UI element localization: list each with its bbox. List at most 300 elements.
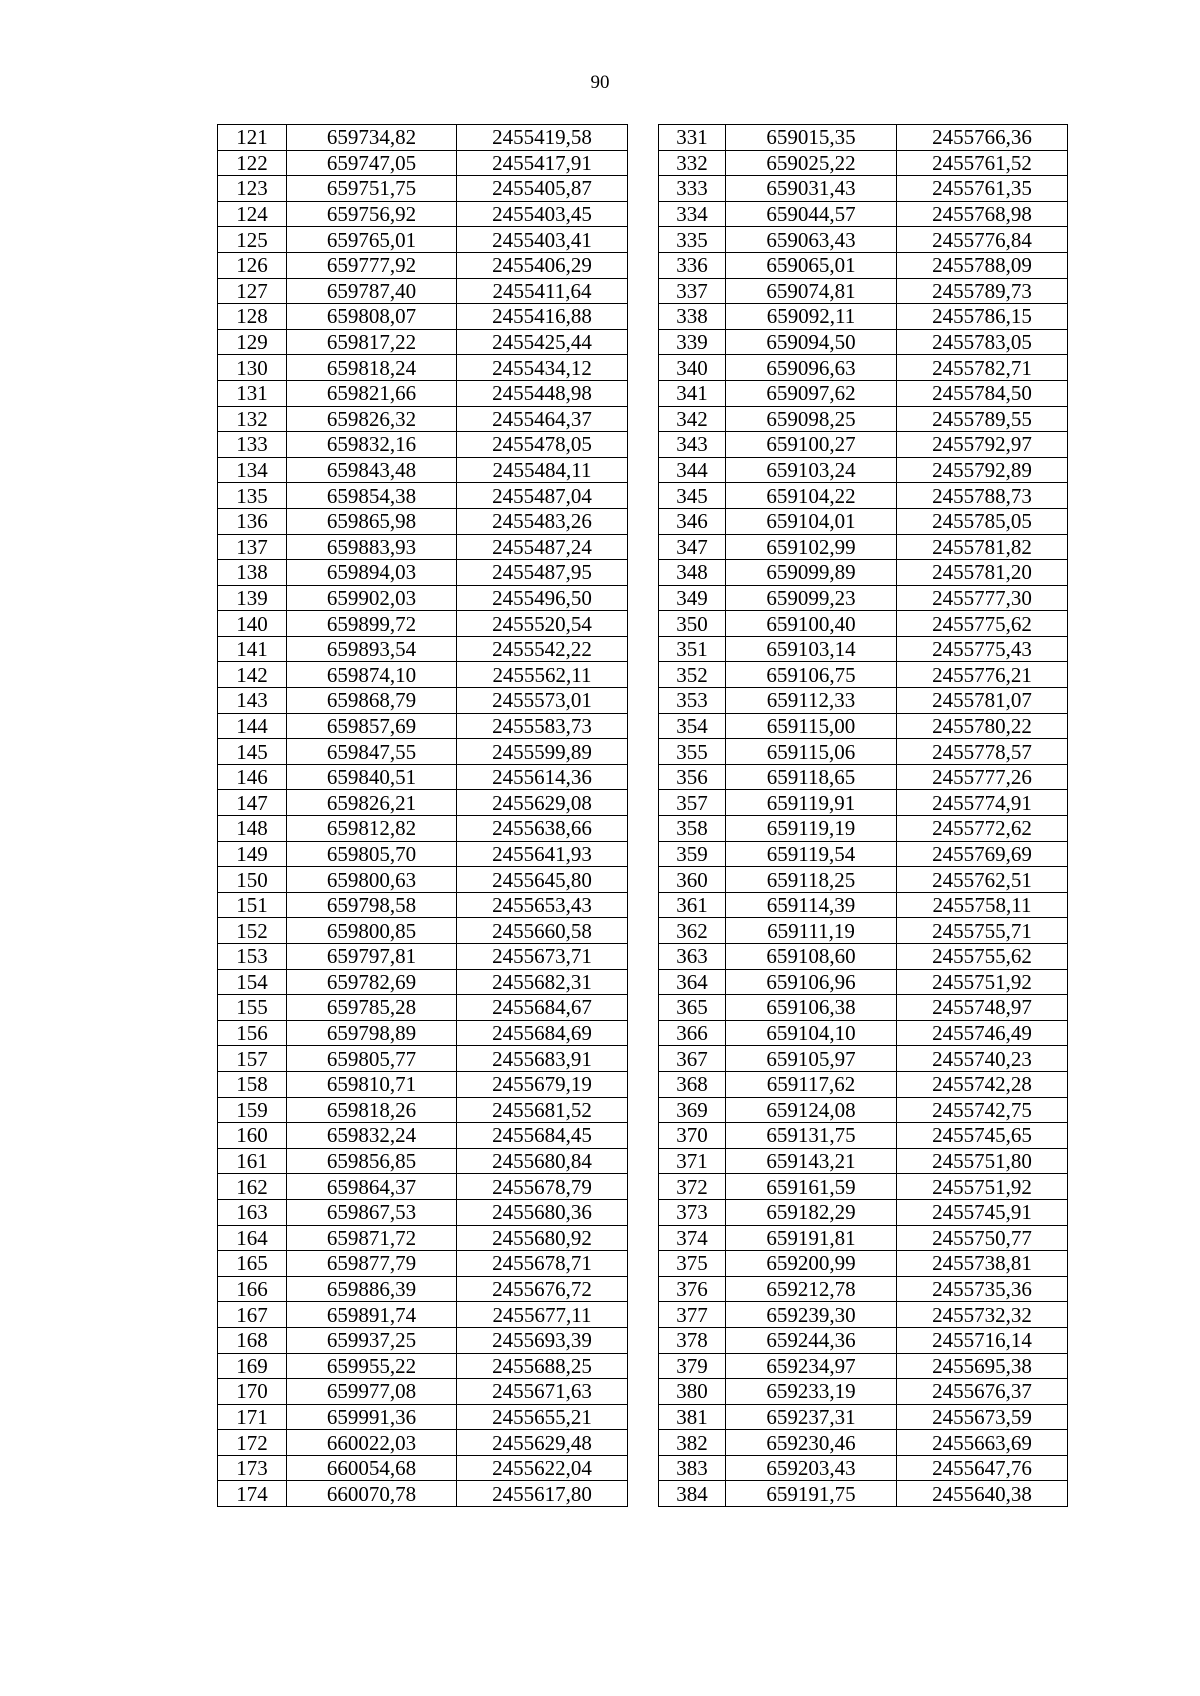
left-point-number-cell: 174 [218, 1481, 287, 1507]
table-row [218, 867, 1068, 893]
column-gap [628, 969, 659, 995]
right-point-number-cell: 347 [659, 534, 726, 560]
right-x-coordinate-cell: 659031,43 [726, 176, 897, 202]
right-x-coordinate-cell: 659143,21 [726, 1148, 897, 1174]
left-y-coordinate-cell: 2455419,58 [457, 125, 628, 151]
right-point-number-cell: 333 [659, 176, 726, 202]
left-y-coordinate-cell: 2455680,36 [457, 1199, 628, 1225]
left-point-number-cell: 169 [218, 1353, 287, 1379]
left-x-coordinate-cell: 659854,38 [287, 483, 457, 509]
column-gap [628, 1020, 659, 1046]
right-y-coordinate-cell: 2455783,05 [897, 329, 1068, 355]
right-x-coordinate-cell: 659112,33 [726, 688, 897, 714]
left-point-number-cell: 157 [218, 1046, 287, 1072]
left-point-number-cell: 165 [218, 1251, 287, 1277]
left-point-number-cell: 129 [218, 329, 287, 355]
column-gap [628, 1097, 659, 1123]
left-y-coordinate-cell: 2455655,21 [457, 1404, 628, 1430]
column-gap [628, 1276, 659, 1302]
left-y-coordinate-cell: 2455496,50 [457, 585, 628, 611]
left-x-coordinate-cell: 660022,03 [287, 1430, 457, 1456]
right-point-number-cell: 364 [659, 969, 726, 995]
right-x-coordinate-cell: 659237,31 [726, 1404, 897, 1430]
left-x-coordinate-cell: 659800,63 [287, 867, 457, 893]
table-row [218, 1071, 1068, 1097]
left-x-coordinate-cell: 659832,24 [287, 1123, 457, 1149]
right-y-coordinate-cell: 2455778,57 [897, 739, 1068, 765]
right-point-number-cell: 336 [659, 252, 726, 278]
table-row [218, 585, 1068, 611]
left-point-number-cell: 145 [218, 739, 287, 765]
left-x-coordinate-cell: 659810,71 [287, 1071, 457, 1097]
table-row [218, 1302, 1068, 1328]
right-point-number-cell: 365 [659, 995, 726, 1021]
column-gap [628, 713, 659, 739]
right-x-coordinate-cell: 659119,54 [726, 841, 897, 867]
table-row [218, 1020, 1068, 1046]
column-gap [628, 1455, 659, 1481]
right-y-coordinate-cell: 2455676,37 [897, 1379, 1068, 1405]
left-x-coordinate-cell: 659894,03 [287, 560, 457, 586]
table-row [218, 790, 1068, 816]
right-point-number-cell: 356 [659, 764, 726, 790]
column-gap [628, 1148, 659, 1174]
left-point-number-cell: 170 [218, 1379, 287, 1405]
left-x-coordinate-cell: 659756,92 [287, 201, 457, 227]
right-y-coordinate-cell: 2455748,97 [897, 995, 1068, 1021]
table-row [218, 227, 1068, 253]
left-point-number-cell: 151 [218, 892, 287, 918]
right-x-coordinate-cell: 659015,35 [726, 125, 897, 151]
right-y-coordinate-cell: 2455761,35 [897, 176, 1068, 202]
right-point-number-cell: 332 [659, 150, 726, 176]
left-y-coordinate-cell: 2455487,95 [457, 560, 628, 586]
table-row [218, 636, 1068, 662]
right-point-number-cell: 380 [659, 1379, 726, 1405]
right-x-coordinate-cell: 659111,19 [726, 918, 897, 944]
column-gap [628, 1404, 659, 1430]
right-y-coordinate-cell: 2455788,09 [897, 252, 1068, 278]
right-point-number-cell: 381 [659, 1404, 726, 1430]
left-y-coordinate-cell: 2455487,24 [457, 534, 628, 560]
left-y-coordinate-cell: 2455617,80 [457, 1481, 628, 1507]
left-point-number-cell: 135 [218, 483, 287, 509]
left-x-coordinate-cell: 659955,22 [287, 1353, 457, 1379]
right-x-coordinate-cell: 659100,27 [726, 432, 897, 458]
left-point-number-cell: 128 [218, 304, 287, 330]
right-y-coordinate-cell: 2455776,84 [897, 227, 1068, 253]
column-gap [628, 764, 659, 790]
left-y-coordinate-cell: 2455425,44 [457, 329, 628, 355]
right-point-number-cell: 341 [659, 380, 726, 406]
right-y-coordinate-cell: 2455640,38 [897, 1481, 1068, 1507]
left-x-coordinate-cell: 659798,89 [287, 1020, 457, 1046]
left-point-number-cell: 141 [218, 636, 287, 662]
left-point-number-cell: 132 [218, 406, 287, 432]
column-gap [628, 1199, 659, 1225]
left-y-coordinate-cell: 2455483,26 [457, 508, 628, 534]
left-y-coordinate-cell: 2455622,04 [457, 1455, 628, 1481]
right-point-number-cell: 345 [659, 483, 726, 509]
right-point-number-cell: 373 [659, 1199, 726, 1225]
left-y-coordinate-cell: 2455448,98 [457, 380, 628, 406]
left-y-coordinate-cell: 2455682,31 [457, 969, 628, 995]
column-gap [628, 483, 659, 509]
left-y-coordinate-cell: 2455403,45 [457, 201, 628, 227]
left-y-coordinate-cell: 2455629,08 [457, 790, 628, 816]
right-point-number-cell: 343 [659, 432, 726, 458]
right-y-coordinate-cell: 2455786,15 [897, 304, 1068, 330]
left-point-number-cell: 168 [218, 1327, 287, 1353]
right-x-coordinate-cell: 659234,97 [726, 1353, 897, 1379]
right-point-number-cell: 334 [659, 201, 726, 227]
left-point-number-cell: 172 [218, 1430, 287, 1456]
right-x-coordinate-cell: 659212,78 [726, 1276, 897, 1302]
right-point-number-cell: 338 [659, 304, 726, 330]
right-y-coordinate-cell: 2455755,71 [897, 918, 1068, 944]
right-y-coordinate-cell: 2455742,75 [897, 1097, 1068, 1123]
table-row [218, 1225, 1068, 1251]
right-y-coordinate-cell: 2455762,51 [897, 867, 1068, 893]
left-point-number-cell: 140 [218, 611, 287, 637]
right-x-coordinate-cell: 659106,96 [726, 969, 897, 995]
left-x-coordinate-cell: 660054,68 [287, 1455, 457, 1481]
right-x-coordinate-cell: 659191,81 [726, 1225, 897, 1251]
column-gap [628, 816, 659, 842]
right-y-coordinate-cell: 2455775,43 [897, 636, 1068, 662]
left-x-coordinate-cell: 659874,10 [287, 662, 457, 688]
page-number: 90 [590, 72, 610, 93]
right-x-coordinate-cell: 659106,38 [726, 995, 897, 1021]
right-y-coordinate-cell: 2455751,92 [897, 1174, 1068, 1200]
right-y-coordinate-cell: 2455745,91 [897, 1199, 1068, 1225]
right-point-number-cell: 383 [659, 1455, 726, 1481]
table-row [218, 995, 1068, 1021]
left-point-number-cell: 122 [218, 150, 287, 176]
left-x-coordinate-cell: 659864,37 [287, 1174, 457, 1200]
right-y-coordinate-cell: 2455732,32 [897, 1302, 1068, 1328]
right-y-coordinate-cell: 2455789,55 [897, 406, 1068, 432]
left-point-number-cell: 136 [218, 508, 287, 534]
right-x-coordinate-cell: 659103,24 [726, 457, 897, 483]
column-gap [628, 329, 659, 355]
left-point-number-cell: 173 [218, 1455, 287, 1481]
left-point-number-cell: 127 [218, 278, 287, 304]
column-gap [628, 125, 659, 151]
right-x-coordinate-cell: 659102,99 [726, 534, 897, 560]
table-row [218, 380, 1068, 406]
left-point-number-cell: 146 [218, 764, 287, 790]
left-x-coordinate-cell: 659785,28 [287, 995, 457, 1021]
right-y-coordinate-cell: 2455788,73 [897, 483, 1068, 509]
left-x-coordinate-cell: 659877,79 [287, 1251, 457, 1277]
right-point-number-cell: 353 [659, 688, 726, 714]
left-x-coordinate-cell: 659977,08 [287, 1379, 457, 1405]
left-y-coordinate-cell: 2455434,12 [457, 355, 628, 381]
right-y-coordinate-cell: 2455792,89 [897, 457, 1068, 483]
left-y-coordinate-cell: 2455677,11 [457, 1302, 628, 1328]
table-row [218, 918, 1068, 944]
left-point-number-cell: 137 [218, 534, 287, 560]
column-gap [628, 380, 659, 406]
table-row [218, 764, 1068, 790]
left-point-number-cell: 154 [218, 969, 287, 995]
right-x-coordinate-cell: 659239,30 [726, 1302, 897, 1328]
right-point-number-cell: 346 [659, 508, 726, 534]
left-y-coordinate-cell: 2455416,88 [457, 304, 628, 330]
table-row [218, 739, 1068, 765]
left-x-coordinate-cell: 659787,40 [287, 278, 457, 304]
right-y-coordinate-cell: 2455647,76 [897, 1455, 1068, 1481]
right-y-coordinate-cell: 2455768,98 [897, 201, 1068, 227]
right-x-coordinate-cell: 659099,23 [726, 585, 897, 611]
right-y-coordinate-cell: 2455785,05 [897, 508, 1068, 534]
left-y-coordinate-cell: 2455680,84 [457, 1148, 628, 1174]
column-gap [628, 688, 659, 714]
right-x-coordinate-cell: 659115,06 [726, 739, 897, 765]
table-row [218, 944, 1068, 970]
right-point-number-cell: 368 [659, 1071, 726, 1097]
right-y-coordinate-cell: 2455761,52 [897, 150, 1068, 176]
right-y-coordinate-cell: 2455789,73 [897, 278, 1068, 304]
left-x-coordinate-cell: 659818,24 [287, 355, 457, 381]
left-point-number-cell: 162 [218, 1174, 287, 1200]
right-x-coordinate-cell: 659114,39 [726, 892, 897, 918]
right-y-coordinate-cell: 2455766,36 [897, 125, 1068, 151]
table-row [218, 252, 1068, 278]
left-x-coordinate-cell: 659782,69 [287, 969, 457, 995]
left-y-coordinate-cell: 2455684,69 [457, 1020, 628, 1046]
right-y-coordinate-cell: 2455777,30 [897, 585, 1068, 611]
right-x-coordinate-cell: 659097,62 [726, 380, 897, 406]
left-point-number-cell: 166 [218, 1276, 287, 1302]
left-point-number-cell: 121 [218, 125, 287, 151]
right-y-coordinate-cell: 2455776,21 [897, 662, 1068, 688]
left-x-coordinate-cell: 659832,16 [287, 432, 457, 458]
left-point-number-cell: 152 [218, 918, 287, 944]
left-y-coordinate-cell: 2455653,43 [457, 892, 628, 918]
left-x-coordinate-cell: 659871,72 [287, 1225, 457, 1251]
right-point-number-cell: 340 [659, 355, 726, 381]
table-row [218, 1327, 1068, 1353]
column-gap [628, 508, 659, 534]
left-point-number-cell: 133 [218, 432, 287, 458]
right-y-coordinate-cell: 2455742,28 [897, 1071, 1068, 1097]
table-row [218, 1046, 1068, 1072]
left-x-coordinate-cell: 659800,85 [287, 918, 457, 944]
left-y-coordinate-cell: 2455406,29 [457, 252, 628, 278]
table-row [218, 406, 1068, 432]
left-x-coordinate-cell: 659734,82 [287, 125, 457, 151]
left-point-number-cell: 138 [218, 560, 287, 586]
right-point-number-cell: 335 [659, 227, 726, 253]
right-x-coordinate-cell: 659203,43 [726, 1455, 897, 1481]
left-y-coordinate-cell: 2455693,39 [457, 1327, 628, 1353]
left-y-coordinate-cell: 2455684,45 [457, 1123, 628, 1149]
right-point-number-cell: 360 [659, 867, 726, 893]
left-y-coordinate-cell: 2455487,04 [457, 483, 628, 509]
right-point-number-cell: 342 [659, 406, 726, 432]
column-gap [628, 662, 659, 688]
left-y-coordinate-cell: 2455403,41 [457, 227, 628, 253]
right-x-coordinate-cell: 659200,99 [726, 1251, 897, 1277]
right-x-coordinate-cell: 659105,97 [726, 1046, 897, 1072]
right-y-coordinate-cell: 2455751,80 [897, 1148, 1068, 1174]
left-point-number-cell: 134 [218, 457, 287, 483]
left-point-number-cell: 142 [218, 662, 287, 688]
right-x-coordinate-cell: 659117,62 [726, 1071, 897, 1097]
right-y-coordinate-cell: 2455780,22 [897, 713, 1068, 739]
right-point-number-cell: 348 [659, 560, 726, 586]
left-x-coordinate-cell: 659805,77 [287, 1046, 457, 1072]
right-y-coordinate-cell: 2455755,62 [897, 944, 1068, 970]
left-x-coordinate-cell: 659937,25 [287, 1327, 457, 1353]
left-y-coordinate-cell: 2455599,89 [457, 739, 628, 765]
table-row [218, 534, 1068, 560]
table-row [218, 278, 1068, 304]
column-gap [628, 1327, 659, 1353]
column-gap [628, 252, 659, 278]
left-x-coordinate-cell: 659818,26 [287, 1097, 457, 1123]
table-row [218, 508, 1068, 534]
right-point-number-cell: 354 [659, 713, 726, 739]
right-y-coordinate-cell: 2455751,92 [897, 969, 1068, 995]
table-row [218, 713, 1068, 739]
left-point-number-cell: 143 [218, 688, 287, 714]
table-row [218, 1276, 1068, 1302]
left-y-coordinate-cell: 2455645,80 [457, 867, 628, 893]
left-x-coordinate-cell: 659840,51 [287, 764, 457, 790]
right-x-coordinate-cell: 659119,19 [726, 816, 897, 842]
left-x-coordinate-cell: 659883,93 [287, 534, 457, 560]
column-gap [628, 355, 659, 381]
left-x-coordinate-cell: 659868,79 [287, 688, 457, 714]
table-row [218, 560, 1068, 586]
left-point-number-cell: 163 [218, 1199, 287, 1225]
column-gap [628, 739, 659, 765]
right-x-coordinate-cell: 659103,14 [726, 636, 897, 662]
left-x-coordinate-cell: 659805,70 [287, 841, 457, 867]
column-gap [628, 457, 659, 483]
right-y-coordinate-cell: 2455775,62 [897, 611, 1068, 637]
left-x-coordinate-cell: 659751,75 [287, 176, 457, 202]
left-y-coordinate-cell: 2455464,37 [457, 406, 628, 432]
right-y-coordinate-cell: 2455745,65 [897, 1123, 1068, 1149]
right-x-coordinate-cell: 659044,57 [726, 201, 897, 227]
table-row [218, 892, 1068, 918]
column-gap [628, 1379, 659, 1405]
left-point-number-cell: 131 [218, 380, 287, 406]
right-x-coordinate-cell: 659096,63 [726, 355, 897, 381]
right-point-number-cell: 355 [659, 739, 726, 765]
left-point-number-cell: 149 [218, 841, 287, 867]
left-y-coordinate-cell: 2455676,72 [457, 1276, 628, 1302]
right-x-coordinate-cell: 659244,36 [726, 1327, 897, 1353]
left-y-coordinate-cell: 2455542,22 [457, 636, 628, 662]
column-gap [628, 227, 659, 253]
table-row [218, 841, 1068, 867]
right-x-coordinate-cell: 659063,43 [726, 227, 897, 253]
right-point-number-cell: 362 [659, 918, 726, 944]
right-point-number-cell: 374 [659, 1225, 726, 1251]
column-gap [628, 1174, 659, 1200]
left-x-coordinate-cell: 659826,21 [287, 790, 457, 816]
left-x-coordinate-cell: 659847,55 [287, 739, 457, 765]
table-row [218, 457, 1068, 483]
left-point-number-cell: 159 [218, 1097, 287, 1123]
left-y-coordinate-cell: 2455411,64 [457, 278, 628, 304]
left-y-coordinate-cell: 2455671,63 [457, 1379, 628, 1405]
table-row [218, 1481, 1068, 1507]
left-point-number-cell: 167 [218, 1302, 287, 1328]
right-point-number-cell: 359 [659, 841, 726, 867]
right-point-number-cell: 366 [659, 1020, 726, 1046]
right-point-number-cell: 357 [659, 790, 726, 816]
column-gap [628, 1071, 659, 1097]
right-y-coordinate-cell: 2455781,20 [897, 560, 1068, 586]
left-y-coordinate-cell: 2455673,71 [457, 944, 628, 970]
table-row [218, 816, 1068, 842]
left-point-number-cell: 153 [218, 944, 287, 970]
left-y-coordinate-cell: 2455641,93 [457, 841, 628, 867]
left-y-coordinate-cell: 2455405,87 [457, 176, 628, 202]
left-y-coordinate-cell: 2455679,19 [457, 1071, 628, 1097]
right-y-coordinate-cell: 2455673,59 [897, 1404, 1068, 1430]
column-gap [628, 1123, 659, 1149]
right-x-coordinate-cell: 659100,40 [726, 611, 897, 637]
left-x-coordinate-cell: 659891,74 [287, 1302, 457, 1328]
right-point-number-cell: 378 [659, 1327, 726, 1353]
left-y-coordinate-cell: 2455681,52 [457, 1097, 628, 1123]
left-y-coordinate-cell: 2455638,66 [457, 816, 628, 842]
column-gap [628, 841, 659, 867]
right-x-coordinate-cell: 659118,65 [726, 764, 897, 790]
table-row [218, 1430, 1068, 1456]
right-point-number-cell: 349 [659, 585, 726, 611]
left-x-coordinate-cell: 659826,32 [287, 406, 457, 432]
left-y-coordinate-cell: 2455417,91 [457, 150, 628, 176]
right-x-coordinate-cell: 659065,01 [726, 252, 897, 278]
table-row [218, 304, 1068, 330]
column-gap [628, 1430, 659, 1456]
left-point-number-cell: 147 [218, 790, 287, 816]
left-x-coordinate-cell: 659798,58 [287, 892, 457, 918]
right-y-coordinate-cell: 2455772,62 [897, 816, 1068, 842]
right-point-number-cell: 358 [659, 816, 726, 842]
left-x-coordinate-cell: 659747,05 [287, 150, 457, 176]
right-point-number-cell: 351 [659, 636, 726, 662]
right-x-coordinate-cell: 659131,75 [726, 1123, 897, 1149]
column-gap [628, 1251, 659, 1277]
left-x-coordinate-cell: 659867,53 [287, 1199, 457, 1225]
left-y-coordinate-cell: 2455562,11 [457, 662, 628, 688]
coordinates-table-body [218, 125, 1068, 1507]
left-point-number-cell: 158 [218, 1071, 287, 1097]
left-x-coordinate-cell: 659777,92 [287, 252, 457, 278]
table-row [218, 662, 1068, 688]
left-y-coordinate-cell: 2455683,91 [457, 1046, 628, 1072]
right-x-coordinate-cell: 659115,00 [726, 713, 897, 739]
right-x-coordinate-cell: 659099,89 [726, 560, 897, 586]
right-x-coordinate-cell: 659233,19 [726, 1379, 897, 1405]
right-y-coordinate-cell: 2455716,14 [897, 1327, 1068, 1353]
right-x-coordinate-cell: 659092,11 [726, 304, 897, 330]
right-x-coordinate-cell: 659119,91 [726, 790, 897, 816]
column-gap [628, 534, 659, 560]
column-gap [628, 560, 659, 586]
column-gap [628, 1302, 659, 1328]
right-point-number-cell: 377 [659, 1302, 726, 1328]
